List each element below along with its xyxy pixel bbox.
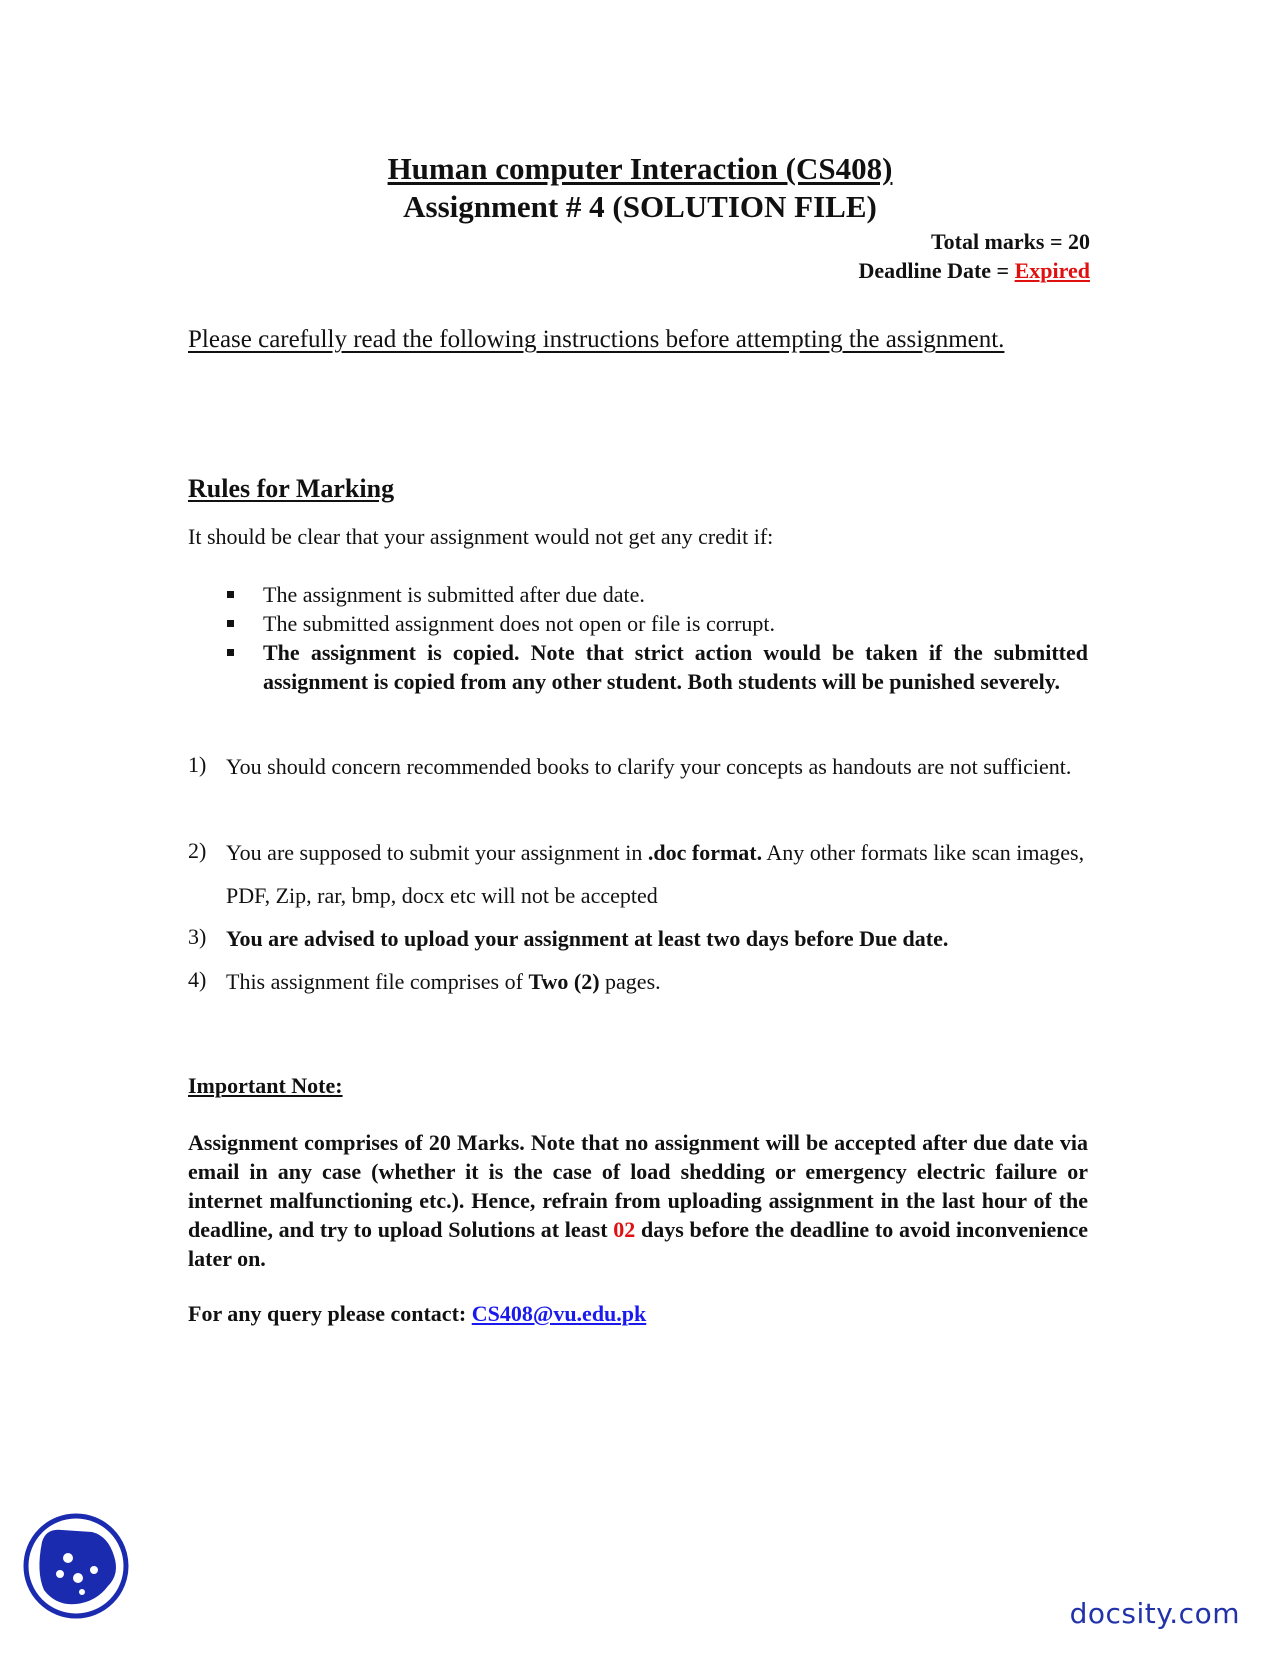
list-item: The assignment is copied. Note that strict action would be taken if the submitted assignment is copied from any other student. Both students will be punished severely. [218, 638, 1088, 696]
rules-intro: It should be clear that your assignment would not get any credit if: [188, 524, 774, 549]
deadline-label: Deadline Date = [858, 258, 1015, 283]
list-item: The submitted assignment does not open or file is corrupt. [218, 609, 1088, 638]
list-item: The assignment is submitted after due date. [218, 580, 1088, 609]
rules-heading: Rules for Marking [188, 474, 395, 503]
deadline-value: Expired [1014, 258, 1090, 283]
numbered-item-1: 1) You should concern recommended books to clarify your concepts as handouts are not sufficient. [188, 752, 1072, 779]
numbered-item-2: 2) You are supposed to submit your assignment in .doc format. Any other formats like scan images, PDF, Zip, rar, bmp, docx etc will not be accepted [188, 838, 1085, 908]
docsity-brand[interactable]: docsity.com [1069, 1597, 1240, 1630]
bullet-square-icon [227, 591, 234, 598]
numbered-item-3: 3) You are advised to upload your assignment at least two days before Due date. [188, 924, 949, 951]
bullet-square-icon [227, 649, 234, 656]
important-note-heading: Important Note: [188, 1073, 343, 1098]
deadline-line [858, 257, 1090, 285]
bullet-square-icon [227, 620, 234, 627]
days-highlight: 02 [613, 1217, 636, 1242]
contact-line: For any query please contact: CS408@vu.edu.pk [188, 1301, 647, 1326]
important-note-body: Assignment comprises of 20 Marks. Note that no assignment will be accepted after due date via email in any case (whether it is the case of load shedding or emergency electric failure or internet malfunctioning etc.). Hence, refrain from uploading assignment in the last hour of the deadline, and try to upload Solutions at least 02 days before the deadline to avoid inconvenience later on. [188, 1130, 1088, 1271]
assignment-title: Assignment # 4 (SOLUTION FILE) [403, 189, 877, 224]
numbered-item-4: 4) This assignment file comprises of Two (2) pages. [188, 967, 661, 994]
total-marks: Total marks = 20 [930, 229, 1090, 254]
course-title: Human computer Interaction (CS408) [387, 151, 893, 186]
docsity-logo-icon [22, 1512, 130, 1620]
instructions-heading: Please carefully read the following instructions before attempting the assignment. [188, 326, 1005, 353]
rules-bullet-list [218, 580, 1088, 696]
contact-email-link[interactable]: CS408@vu.edu.pk [471, 1301, 647, 1326]
